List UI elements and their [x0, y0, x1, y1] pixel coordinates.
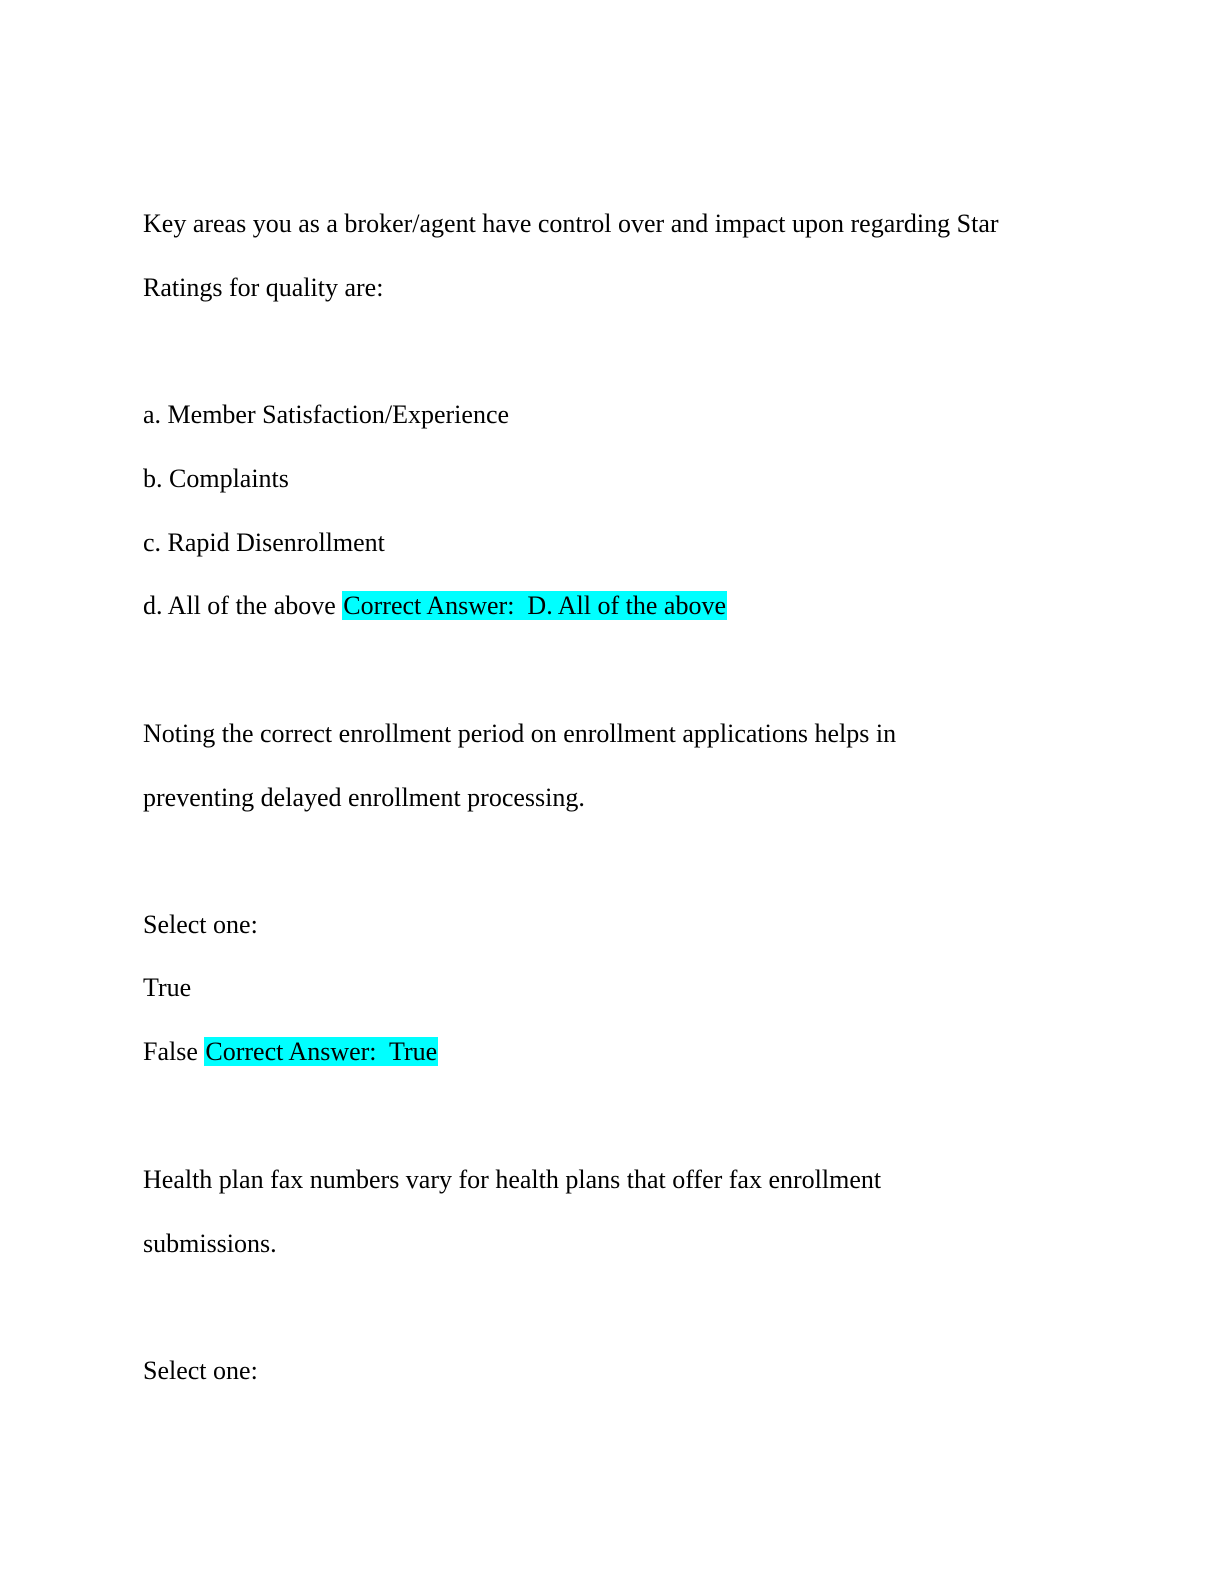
question-2-text-line-2: preventing delayed enrollment processing. [143, 783, 585, 812]
question-2-correct-answer: Correct Answer: True [205, 1037, 438, 1066]
question-1-correct-answer: Correct Answer: D. All of the above [343, 591, 726, 620]
question-2-select-prompt: Select one: [143, 910, 258, 939]
question-1-option-d-line [143, 589, 727, 623]
question-2-option-true: True [143, 973, 192, 1002]
question-3-text-line-2: submissions. [143, 1229, 277, 1258]
question-2-option-false-line [143, 1035, 438, 1069]
question-2-option-false: False [143, 1037, 198, 1066]
question-3-text-line-1: Health plan fax numbers vary for health plans that offer fax enrollment [143, 1165, 882, 1194]
question-3-select-prompt: Select one: [143, 1356, 258, 1385]
question-1-text-line-2: Ratings for quality are: [143, 273, 384, 302]
question-1-option-a: a. Member Satisfaction/Experience [143, 400, 510, 429]
question-1-text-line-1: Key areas you as a broker/agent have control over and impact upon regarding Star [143, 209, 999, 238]
question-1-option-b: b. Complaints [143, 464, 289, 493]
question-1-option-c: c. Rapid Disenrollment [143, 528, 385, 557]
question-1-option-d: d. All of the above [143, 591, 336, 620]
question-2-text-line-1: Noting the correct enrollment period on enrollment applications helps in [143, 719, 897, 748]
